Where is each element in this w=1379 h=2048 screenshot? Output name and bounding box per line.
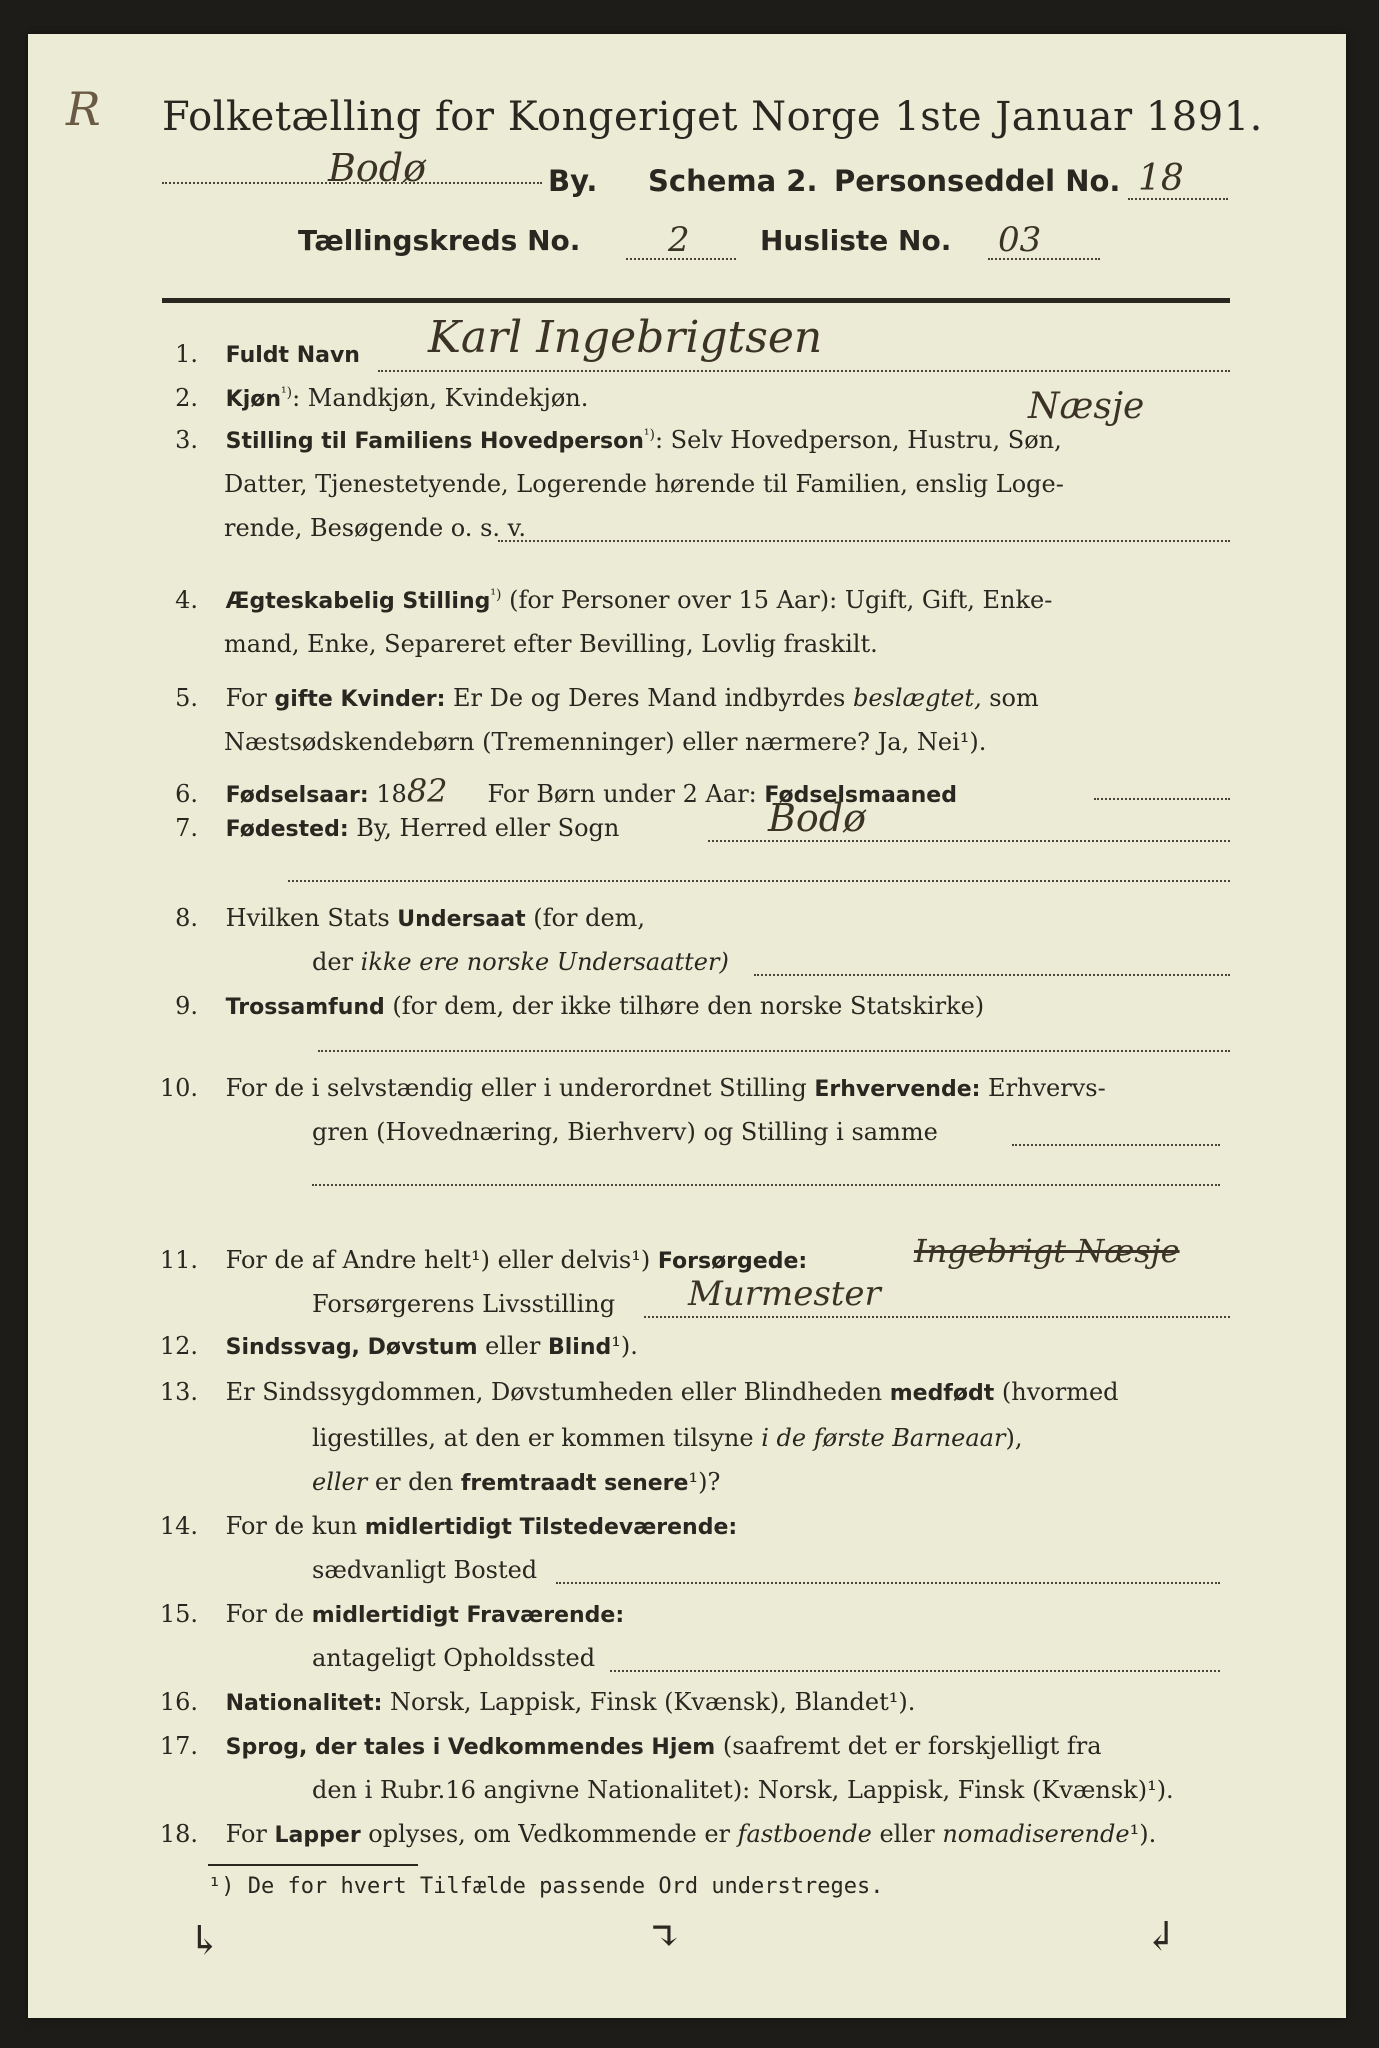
item-17-line2: den i Rubr.16 angivne Nationalitet): Norsk, Lappisk, Finsk (Kvænsk)¹).	[312, 1776, 1174, 1804]
header-rule	[162, 298, 1230, 303]
item-18: 18. For Lapper oplyses, om Vedkommende er fastboende eller nomadiserende¹).	[159, 1820, 1157, 1848]
item-15-line2: antageligt Opholdssted	[312, 1644, 596, 1672]
item-15: 15. For de midlertidigt Fraværende:	[159, 1600, 625, 1628]
item-5-line2: Næstsødskendebørn (Tremenninger) eller nærmere? Ja, Nei¹).	[224, 728, 987, 756]
scan-mark-left: ↳	[188, 1918, 222, 1964]
item-14-line2: sædvanligt Bosted	[312, 1556, 538, 1584]
item-11-line2: Forsørgerens Livsstilling	[312, 1290, 616, 1318]
place-handwritten: Bodø	[328, 146, 427, 190]
item-4: 4. Ægteskabelig Stilling$^{^1)}$ (for Personer over 15 Aar): Ugift, Gift, Enke-	[175, 586, 1053, 614]
surname-handwritten: Næsje	[1028, 386, 1145, 427]
item-7: 7. Fødested: By, Herred eller Sogn	[175, 814, 620, 842]
birthplace-handwritten: Bodø	[768, 796, 867, 840]
census-form-sheet	[28, 34, 1346, 2018]
footnote: ¹) De for hvert Tilfælde passende Ord understreges.	[208, 1874, 884, 1899]
provider-occupation-handwritten: Murmester	[688, 1274, 881, 1314]
by-label: By.	[548, 164, 598, 198]
husliste-number: 03	[998, 220, 1042, 260]
item-1: 1. Fuldt Navn	[175, 340, 360, 368]
kreds-number: 2	[668, 220, 690, 260]
item-9: 9. Trossamfund (for dem, der ikke tilhøre den norske Statskirke)	[175, 992, 985, 1020]
form-title: Folketælling for Kongeriget Norge 1ste Januar 1891.	[162, 94, 1263, 140]
item-11: 11. For de af Andre helt¹) eller delvis¹) Forsørgede:	[159, 1246, 808, 1274]
item-14: 14. For de kun midlertidigt Tilstedeværende:	[159, 1512, 738, 1540]
item-8-line2: der ikke ere norske Undersaatter)	[312, 948, 729, 976]
item-10-line2: gren (Hovednæring, Bierhverv) og Stilling i samme	[312, 1118, 938, 1146]
item-3-line2: Datter, Tjenestetyende, Logerende hørende til Familien, enslig Loge-	[224, 470, 1064, 498]
kreds-label: Tællingskreds No.	[298, 224, 581, 257]
item-13: 13. Er Sindssygdommen, Døvstumheden eller Blindheden medfødt (hvormed	[159, 1378, 1119, 1406]
personseddel-label: Personseddel No.	[834, 164, 1121, 198]
scan-mark-right: ↲	[1144, 1914, 1178, 1960]
husliste-label: Husliste No.	[760, 224, 952, 257]
item-17: 17. Sprog, der tales i Vedkommendes Hjem (saafremt det er forskjelligt fra	[159, 1732, 1102, 1760]
item-3-line3: rende, Besøgende o. s. v.	[224, 514, 526, 542]
item-3: 3. Stilling til Familiens Hovedperson$^{^1)}$: Selv Hovedperson, Hustru, Søn,	[175, 426, 1062, 454]
schema-label: Schema 2.	[648, 164, 818, 198]
item-13-line3: eller er den fremtraadt senere¹)?	[312, 1468, 721, 1496]
item-8: 8. Hvilken Stats Undersaat (for dem,	[175, 904, 646, 932]
item-16: 16. Nationalitet: Norsk, Lappisk, Finsk (Kvænsk), Blandet¹).	[159, 1688, 916, 1716]
item-5: 5. For gifte Kvinder: Er De og Deres Mand indbyrdes beslægtet, som	[175, 684, 1039, 712]
margin-mark: R	[66, 82, 101, 136]
scan-mark-middle: ↴	[648, 1914, 682, 1960]
item-2: 2. Kjøn$^{^1)}$: Mandkjøn, Kvindekjøn.	[175, 384, 589, 412]
item-13-line2: ligestilles, at den er kommen tilsyne i de første Barneaar),	[312, 1424, 1023, 1452]
full-name-handwritten: Karl Ingebrigtsen	[428, 312, 823, 363]
personseddel-number: 18	[1138, 158, 1184, 199]
item-12: 12. Sindssvag, Døvstum eller Blind¹).	[159, 1332, 638, 1360]
provider-handwritten: Ingebrigt Næsje	[914, 1232, 1180, 1270]
item-10: 10. For de i selvstændig eller i underordnet Stilling Erhvervende: Erhvervs-	[159, 1074, 1106, 1102]
item-4-line2: mand, Enke, Separeret efter Bevilling, Lovlig fraskilt.	[224, 630, 878, 658]
footnote-rule	[208, 1864, 418, 1866]
item-6: 6. Fødselsaar: 1882 For Børn under 2 Aar: Fødselsmaaned	[175, 772, 957, 810]
